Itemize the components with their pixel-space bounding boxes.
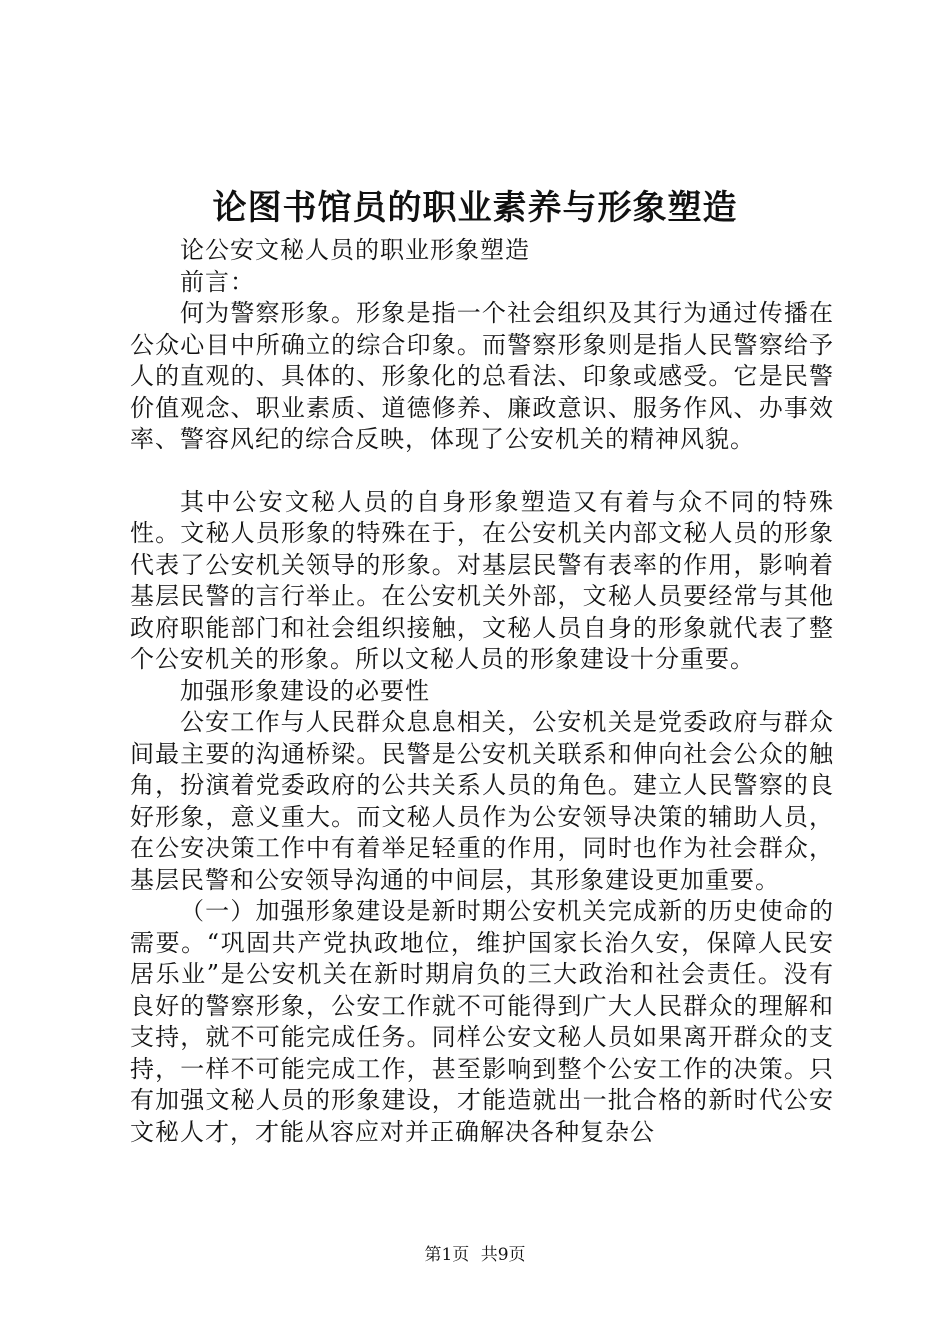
document-title: 论图书馆员的职业素养与形象塑造 [212,188,738,228]
paragraph: 何为警察形象。形象是指一个社会组织及其行为通过传播在公众心目中所确立的综合印象。而警察形象则是指人民警察给予人的直观的、具体的、形象化的总看法、印象或感受。它是民警价值观念、职业素质、道德修养、廉政意识、服务作风、办事效率、警容风纪的综合反映，体现了公安机关的精神风貌。 [130,299,834,453]
paragraph: 其中公安文秘人员的自身形象塑造又有着与众不同的特殊性。文秘人员形象的特殊在于，在公安机关内部文秘人员的形象代表了公安机关领导的形象。对基层民警有表率的作用，影响着基层民警的言行举止。在公安机关外部，文秘人员要经常与其他政府职能部门和社会组织接触，文秘人员自身的形象就代表了整个公安机关的形象。所以文秘人员的形象建设十分重要。 [130,487,834,673]
page-number: 第1页 [424,1245,470,1265]
subtitle: 论公安文秘人员的职业形象塑造 [180,236,530,264]
paragraph: （一）加强形象建设是新时期公安机关完成新的历史使命的需要。“巩固共产党执政地位，维护国家长治久安，保障人民安居乐业”是公安机关在新时期肩负的三大政治和社会责任。没有良好的警察形象，公安工作就不可能得到广大人民群众的理解和支持，就不可能完成任务。同样公安文秘人员如果离开群众的支持，一样不可能完成工作，甚至影响到整个公安工作的决策。只有加强文秘人员的形象建设，才能造就出一批合格的新时代公安文秘人才，才能从容应对并正确解决各种复杂公 [130,897,834,1146]
page-footer [0,1244,950,1266]
document-body [130,235,834,1148]
paragraph: 公安工作与人民群众息息相关，公安机关是党委政府与群众间最主要的沟通桥梁。民警是公安机关联系和伸向社会公众的触角，扮演着党委政府的公共关系人员的角色。建立人民警察的良好形象，意义重大。而文秘人员作为公安领导决策的辅助人员，在公安决策工作中有着举足轻重的作用，同时也作为社会群众，基层民警和公安领导沟通的中间层，其形象建设更加重要。 [130,708,834,894]
page-total: 共9页 [480,1245,526,1265]
preface-label: 前言： [180,267,255,296]
section-heading: 加强形象建设的必要性 [180,676,430,705]
